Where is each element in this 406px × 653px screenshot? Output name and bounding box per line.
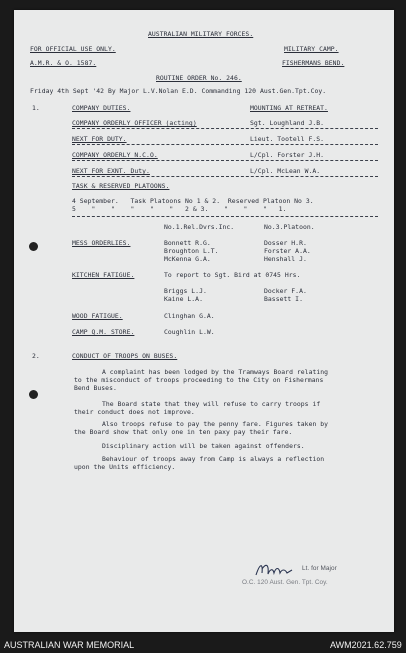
document-title: AUSTRALIAN MILITARY FORCES. <box>148 30 254 38</box>
paragraph-line: Bend Buses. <box>74 384 117 392</box>
item-number: 1. <box>32 104 40 112</box>
duty-person: Lieut. Tootell F.S. <box>250 135 325 143</box>
fatigue-name: Briggs L.J. <box>164 287 207 295</box>
archive-credit: AUSTRALIAN WAR MEMORIAL <box>4 640 135 650</box>
routine-order-number: ROUTINE ORDER No. 246. <box>156 74 242 82</box>
archive-accession-number: AWM2021.62.759 <box>330 640 402 650</box>
orderly-name: Broughton L.T. <box>164 247 219 255</box>
punch-hole <box>29 242 38 251</box>
orderly-name: McKenna G.A. <box>164 255 211 263</box>
paragraph-line: Also troops refuse to pay the penny fare. Figures taken by <box>102 420 329 428</box>
mounting-heading: MOUNTING AT RETREAT. <box>250 104 328 112</box>
platoon-column-heading: No.1.Rel.Dvrs.Inc. <box>164 223 235 231</box>
mess-orderlies-label: MESS ORDERLIES. <box>72 239 131 247</box>
orderly-name: Henshall J. <box>264 255 307 263</box>
company-duties-heading: COMPANY DUTIES. <box>72 104 131 112</box>
camp-name: MILITARY CAMP. <box>284 45 339 53</box>
orderly-name: Forster A.A. <box>264 247 311 255</box>
divider <box>72 216 378 217</box>
paragraph-line: A complaint has been lodged by the Tramways Board relating <box>102 368 329 376</box>
reference-number: A.M.R. & O. 1587. <box>30 59 97 67</box>
paragraph-line: Disciplinary action will be taken against offenders. <box>102 442 305 450</box>
document-page <box>14 10 394 632</box>
camp-store-name: Coughlin L.W. <box>164 328 215 336</box>
classification: FOR OFFICIAL USE ONLY. <box>30 45 116 53</box>
orderly-name: Dosser H.R. <box>264 239 307 247</box>
paragraph-line: the Board show that only one in ten paxy pay their fare. <box>74 428 293 436</box>
divider <box>72 128 378 129</box>
signature-unit: O.C. 120 Aust. Gen. Tpt. Coy. <box>242 579 328 586</box>
kitchen-fatigue-label: KITCHEN FATIGUE. <box>72 271 135 279</box>
signature <box>254 561 294 579</box>
punch-hole <box>29 390 38 399</box>
task-row: 4 September. Task Platoons No 1 & 2. Reserved Platoon No 3. <box>72 197 314 205</box>
duty-role: NEXT FOR EXNT. Duty. <box>72 167 150 175</box>
duty-person: L/Cpl. Forster J.H. <box>250 151 325 159</box>
conduct-heading: CONDUCT OF TROOPS ON BUSES. <box>72 352 178 360</box>
divider <box>72 176 378 177</box>
task-row: 5 " " " " " 2 & 3. " " " 1. <box>72 205 287 213</box>
fatigue-name: Docker F.A. <box>264 287 307 295</box>
wood-fatigue-label: WOOD FATIGUE. <box>72 312 123 320</box>
duty-person: L/Cpl. McLean W.A. <box>250 167 321 175</box>
camp-location: FISHERMANS BEND. <box>282 59 345 67</box>
kitchen-fatigue-note: To report to Sgt. Bird at 0745 Hrs. <box>164 271 301 279</box>
signature-title: Lt. for Major <box>302 565 337 572</box>
camp-store-label: CAMP Q.M. STORE. <box>72 328 135 336</box>
fatigue-name: Bassett I. <box>264 295 303 303</box>
paragraph-line: The Board state that they will refuse to carry troops if <box>102 400 321 408</box>
paragraph-line: Behaviour of troops away from Camp is always a reflection <box>102 455 325 463</box>
item-number: 2. <box>32 352 40 360</box>
wood-fatigue-name: Clinghan G.A. <box>164 312 215 320</box>
paragraph-line: to the misconduct of troops proceeding to the City on Fishermans <box>74 376 324 384</box>
divider <box>72 144 378 145</box>
task-platoons-heading: TASK & RESERVED PLATOONS. <box>72 182 170 190</box>
platoon-column-heading: No.3.Platoon. <box>264 223 315 231</box>
duty-role: NEXT FOR DUTY. <box>72 135 127 143</box>
divider <box>72 160 378 161</box>
paragraph-line: their conduct does not improve. <box>74 408 195 416</box>
duty-role: COMPANY ORDERLY OFFICER (acting) <box>72 119 197 127</box>
duty-person: Sgt. Loughland J.B. <box>250 119 325 127</box>
paragraph-line: upon the Units efficiency. <box>74 463 176 471</box>
duty-role: COMPANY ORDERLY N.C.O. <box>72 151 158 159</box>
dateline: Friday 4th Sept '42 By Major L.V.Nolan E.D. Commanding 120 Aust.Gen.Tpt.Coy. <box>30 87 327 95</box>
orderly-name: Bonnett R.G. <box>164 239 211 247</box>
fatigue-name: Kaine L.A. <box>164 295 203 303</box>
